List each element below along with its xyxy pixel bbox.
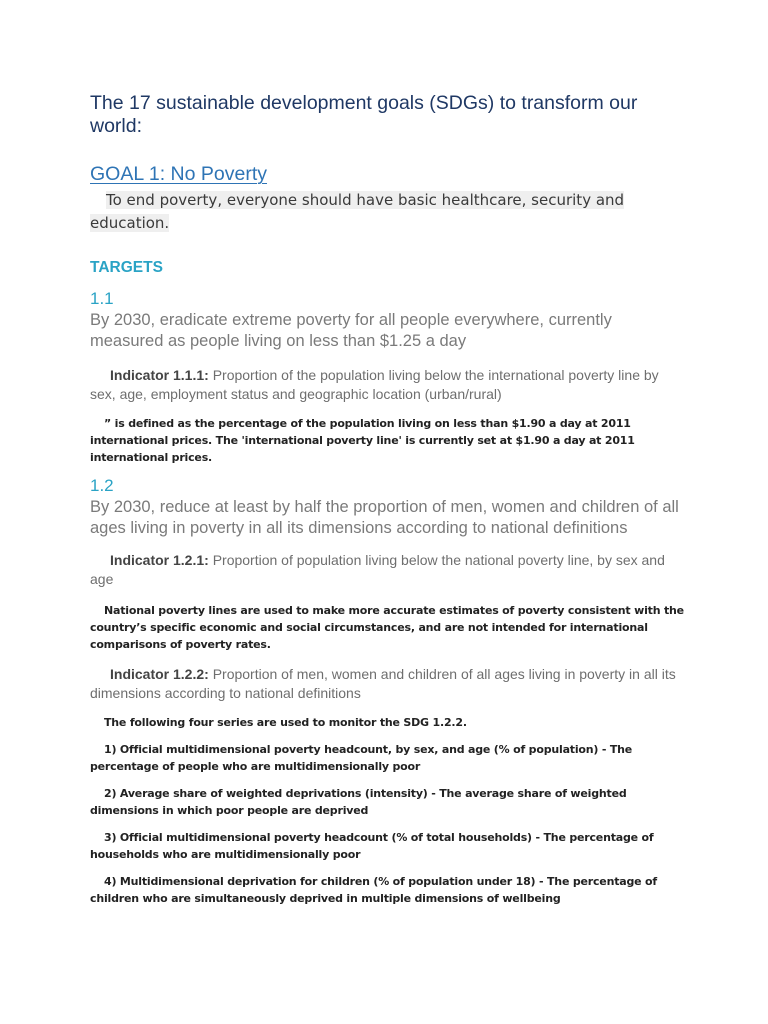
indicator-label: Indicator 1.2.2: (110, 666, 209, 682)
indicator-note-text: National poverty lines are used to make more accurate estimates of poverty consistent with the country’s specific economic and social circumstances, and are not intended for international comparisons of poverty rates. (90, 604, 684, 651)
document-title: The 17 sustainable development goals (SDGs) to transform our world: (90, 92, 638, 137)
target-text: By 2030, eradicate extreme poverty for all people everywhere, currently measured as people living on less than $1.25 a day (90, 311, 612, 350)
series-item-text: 2) Average share of weighted deprivations (intensity) - The average share of weighted dimensions in which poor people are deprived (90, 787, 627, 817)
indicator-1-2-1 (90, 551, 688, 589)
goal-description-block (90, 189, 630, 235)
targets-heading: TARGETS (90, 259, 163, 276)
target-1-1 (90, 289, 688, 466)
indicator-note (90, 415, 688, 466)
indicator-text: Proportion of the population living below the international poverty line by sex, age, employment status and geographic location (urban/rural) (90, 367, 659, 402)
indicator-text: Proportion of men, women and children of all ages living in poverty in all its dimensions according to national definitions (90, 666, 676, 701)
series-item-text: 3) Official multidimensional poverty headcount (% of total households) - The percentage of households who are multidimensionally poor (90, 831, 654, 861)
series-item (90, 873, 688, 907)
target-text: By 2030, reduce at least by half the proportion of men, women and children of all ages living in poverty in all its dimensions according to national definitions (90, 498, 679, 537)
indicator-note (90, 602, 688, 653)
indicator-1-1-1 (90, 366, 688, 404)
indicator-label: Indicator 1.2.1: (110, 552, 209, 568)
target-number: 1.2 (90, 476, 114, 495)
indicator-note (90, 714, 688, 731)
indicator-1-2-2 (90, 665, 688, 703)
series-item-text: 4) Multidimensional deprivation for children (% of population under 18) - The percentage of children who are simultaneously deprived in multiple dimensions of wellbeing (90, 875, 657, 905)
goal-heading-link[interactable]: GOAL 1: No Poverty (90, 163, 268, 185)
series-item (90, 829, 688, 863)
indicator-text: Proportion of population living below the national poverty line, by sex and age (90, 552, 665, 587)
series-item (90, 741, 688, 775)
target-number: 1.1 (90, 289, 114, 308)
series-item (90, 785, 688, 819)
indicator-note-text: ” is defined as the percentage of the population living on less than $1.90 a day at 2011 international prices. The 'international poverty line' is currently set at $1.90 a day at 2011 international prices. (90, 417, 635, 464)
goal-description: To end poverty, everyone should have basic healthcare, security and education. (90, 191, 625, 232)
series-item-text: 1) Official multidimensional poverty headcount, by sex, and age (% of population) - The percentage of people who are multidimensionally poor (90, 743, 633, 773)
target-1-2 (90, 476, 688, 907)
indicator-label: Indicator 1.1.1: (110, 367, 209, 383)
indicator-note-text: The following four series are used to monitor the SDG 1.2.2. (104, 716, 467, 729)
